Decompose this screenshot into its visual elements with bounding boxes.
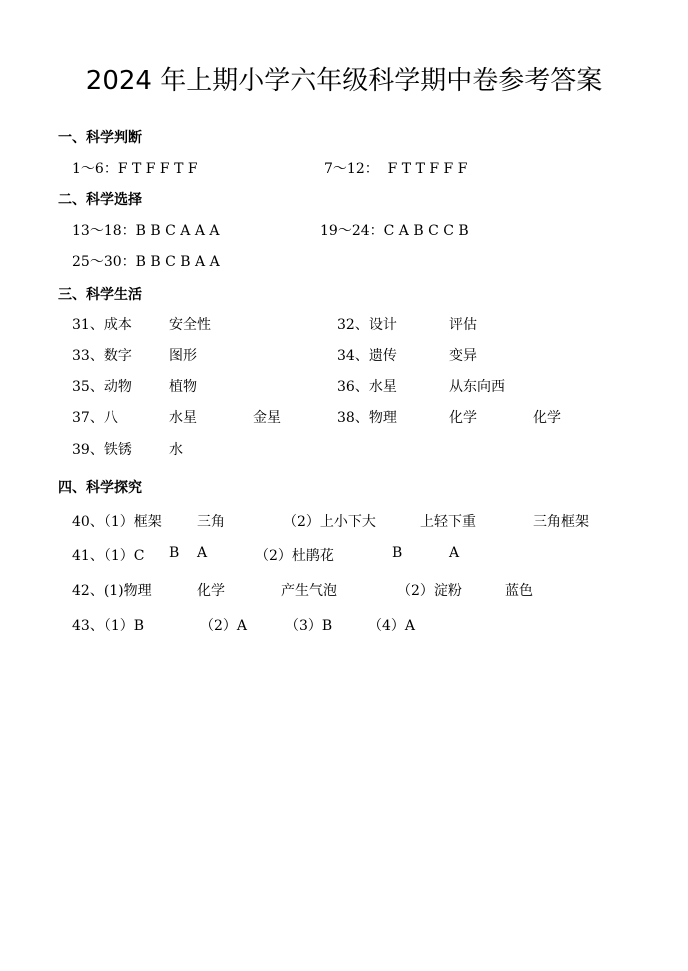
- section-heading-explore: 四、科学探究: [58, 480, 142, 496]
- answer-37: 37、八: [72, 410, 118, 426]
- answer-42: 42、(1)物理: [72, 583, 152, 599]
- answer-32-b: 评估: [449, 317, 477, 333]
- answer-13-18: 13～18：B B C A A A: [72, 223, 220, 239]
- answer-39: 39、铁锈: [72, 442, 132, 458]
- answer-40: 40、（1）框架: [72, 514, 162, 530]
- answer-1-6: 1～6：F T F F T F: [72, 161, 198, 177]
- answer-31-b: 安全性: [169, 317, 211, 333]
- answer-38-b: 化学: [449, 410, 477, 426]
- answer-25-30: 25～30：B B C B A A: [72, 254, 220, 270]
- answer-43-b: （2）A: [200, 618, 248, 634]
- answer-40-e: 三角框架: [533, 514, 589, 530]
- answer-7-12: 7～12： F T T F F F: [324, 161, 468, 177]
- answer-40-b: 三角: [197, 514, 225, 530]
- answer-39-b: 水: [169, 442, 183, 458]
- answer-36: 36、水星: [337, 379, 397, 395]
- answer-42-d: （2）淀粉: [397, 583, 462, 599]
- answer-38: 38、物理: [337, 410, 397, 426]
- answer-37-b: 水星: [169, 410, 197, 426]
- answer-34: 34、遗传: [337, 348, 397, 364]
- section-heading-choice: 二、科学选择: [58, 192, 142, 208]
- answer-38-c: 化学: [533, 410, 561, 426]
- answer-40-c: （2）上小下大: [283, 514, 376, 530]
- answer-43-d: （4）A: [368, 618, 416, 634]
- answer-34-b: 变异: [449, 348, 477, 364]
- answer-37-c: 金星: [253, 410, 281, 426]
- answer-35-b: 植物: [169, 379, 197, 395]
- answer-42-e: 蓝色: [505, 583, 533, 599]
- answer-33: 33、数字: [72, 348, 132, 364]
- section-heading-life: 三、科学生活: [58, 287, 142, 303]
- answer-32: 32、设计: [337, 317, 397, 333]
- answer-42-c: 产生气泡: [281, 583, 337, 599]
- answer-33-b: 图形: [169, 348, 197, 364]
- answer-41-f: A: [449, 545, 460, 561]
- answer-36-b: 从东向西: [449, 379, 505, 395]
- answer-41-b: B: [169, 545, 180, 561]
- answer-19-24: 19～24：C A B C C B: [320, 223, 469, 239]
- answer-40-d: 上轻下重: [420, 514, 476, 530]
- answer-42-b: 化学: [197, 583, 225, 599]
- answer-41-c: A: [197, 545, 208, 561]
- answer-41-e: B: [392, 545, 403, 561]
- answer-41-d: （2）杜鹃花: [255, 548, 334, 564]
- answer-43: 43、（1）B: [72, 618, 145, 634]
- answer-41: 41、（1）C: [72, 548, 145, 564]
- section-heading-judgment: 一、科学判断: [58, 130, 142, 146]
- answer-31: 31、成本: [72, 317, 132, 333]
- answer-43-c: （3）B: [285, 618, 333, 634]
- page-title: 2024 年上期小学六年级科学期中卷参考答案: [85, 66, 603, 96]
- answer-35: 35、动物: [72, 379, 132, 395]
